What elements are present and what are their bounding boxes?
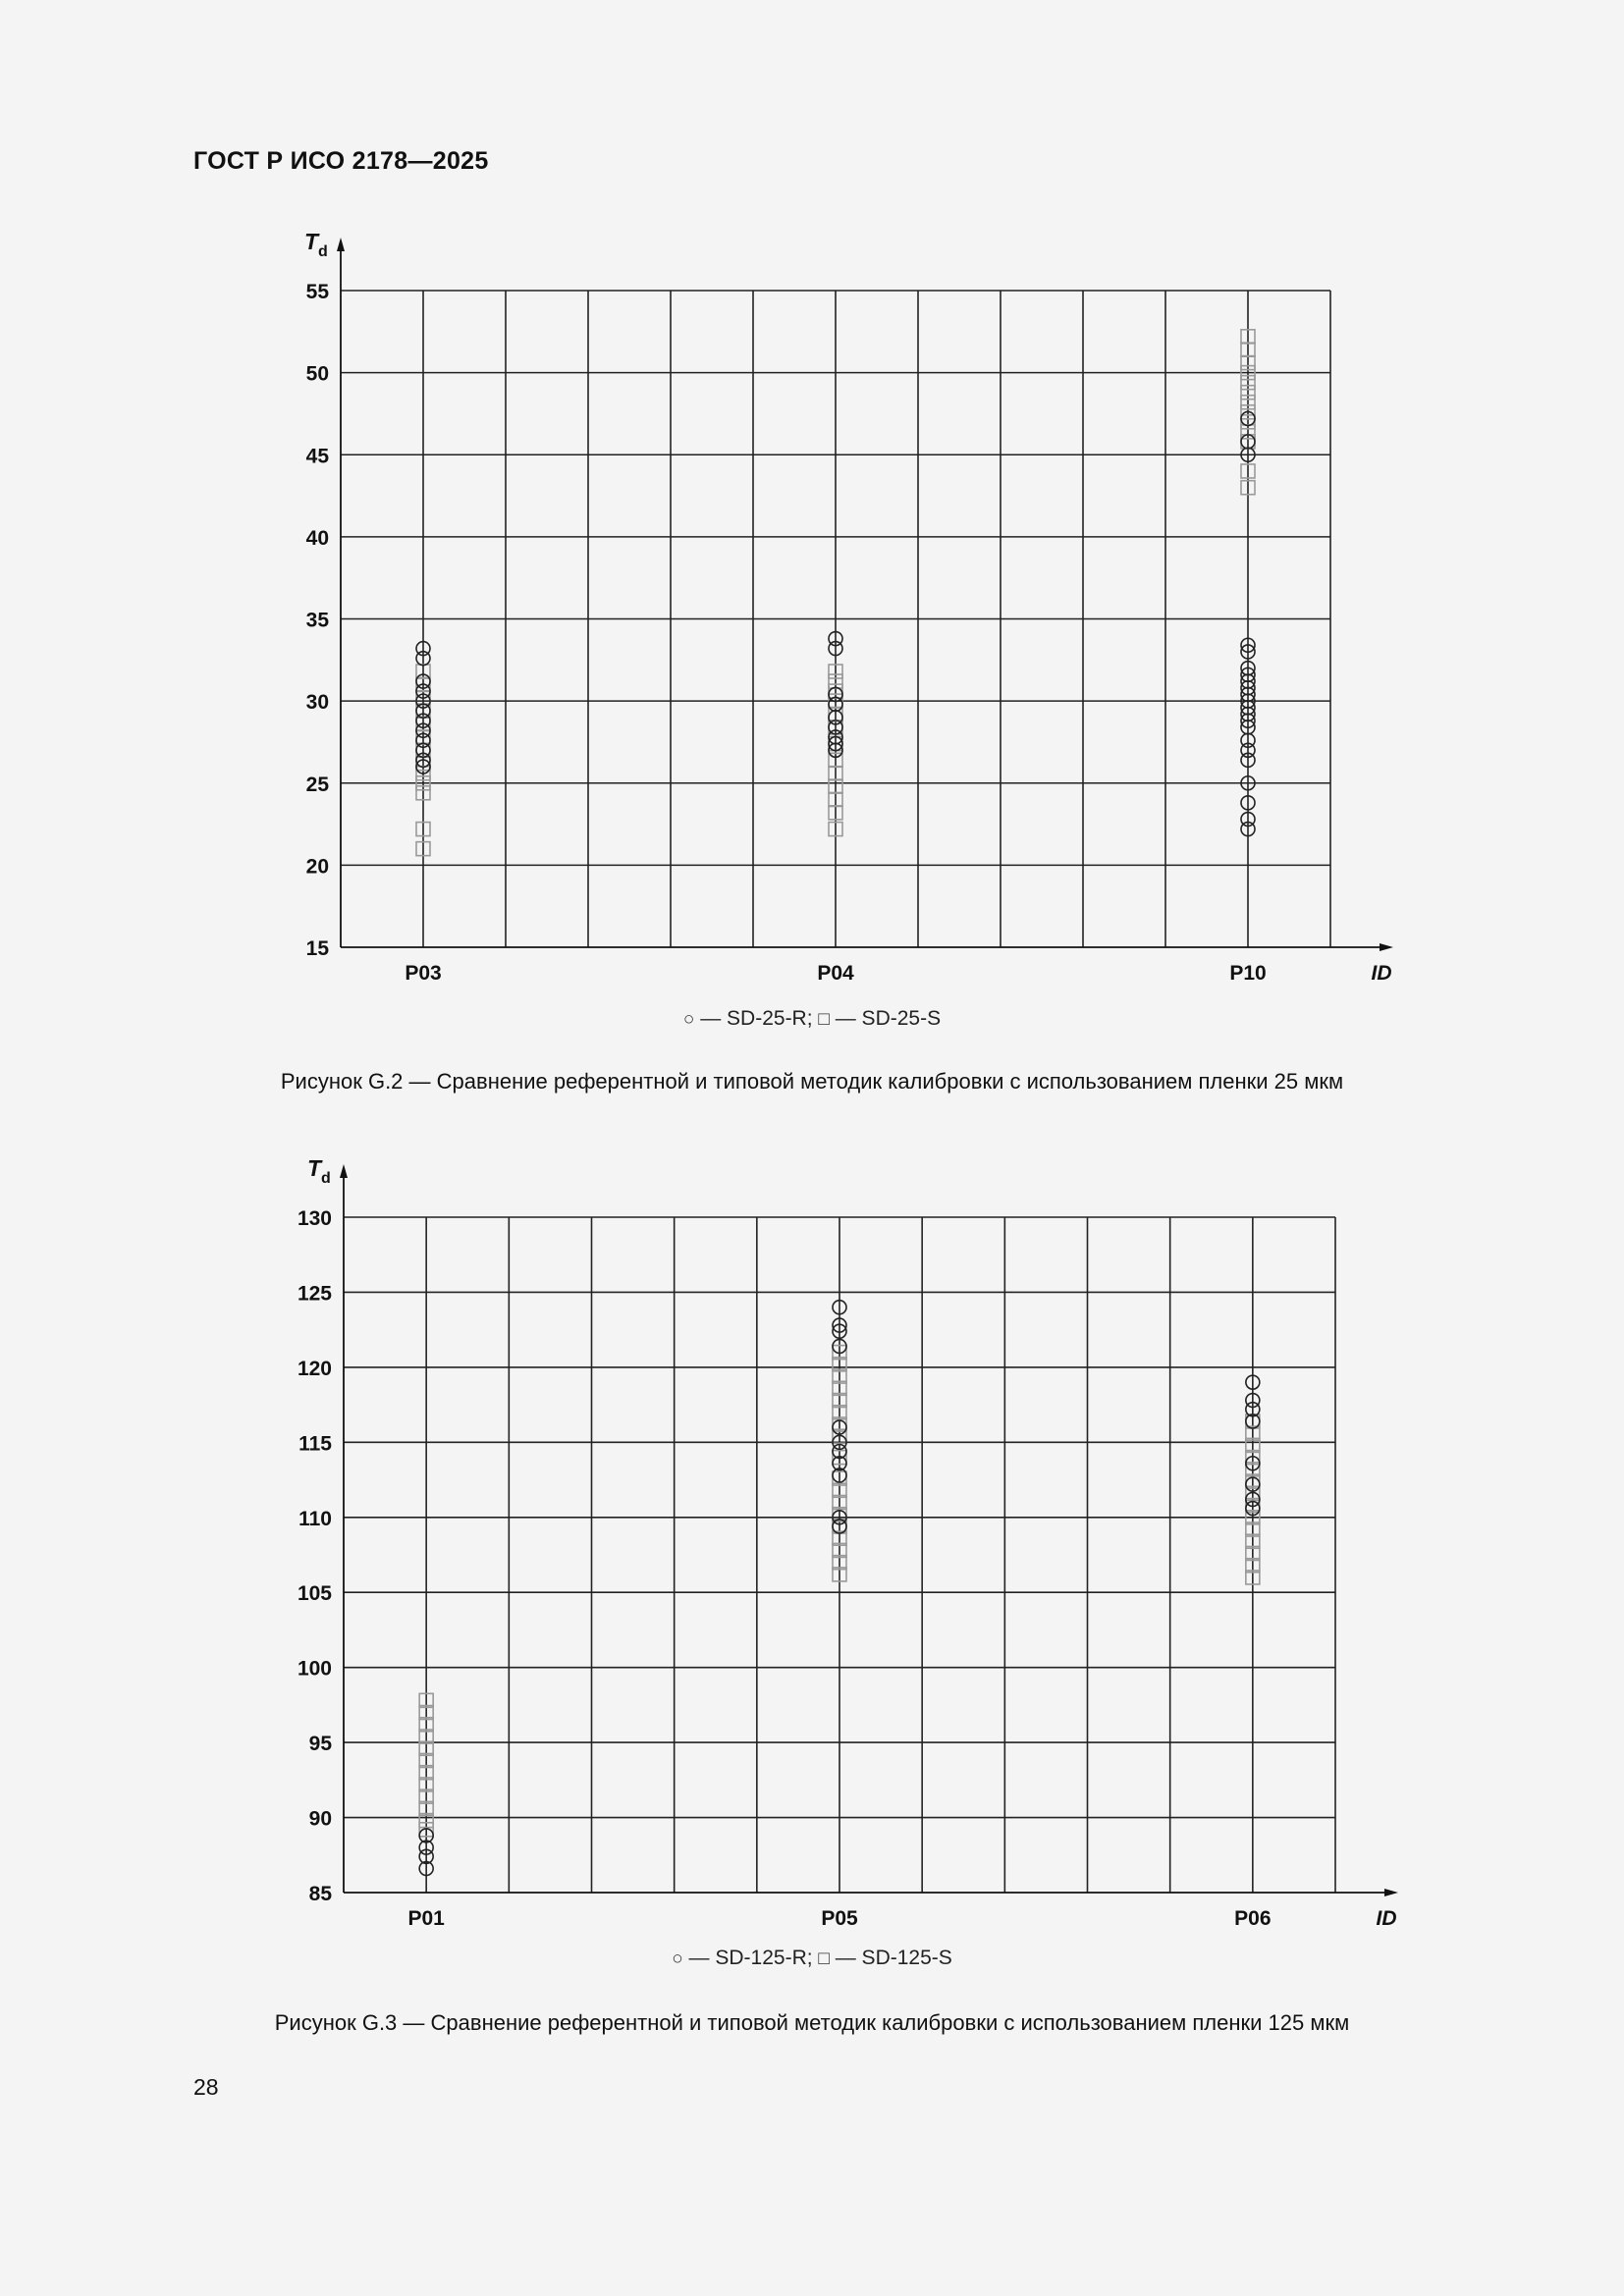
x-axis-label: ID: [1376, 1907, 1397, 1930]
y-tick-label: 100: [297, 1657, 332, 1681]
y-tick-label: 45: [305, 445, 329, 468]
y-tick-label: 25: [305, 773, 329, 796]
y-tick-label: 20: [305, 855, 329, 879]
y-tick-label: 130: [297, 1207, 332, 1230]
y-axis-arrow-icon: [340, 1164, 348, 1178]
legend-circle-icon: ○: [672, 1949, 683, 1969]
x-tick-label: P06: [1234, 1907, 1272, 1930]
y-tick-label: 115: [298, 1432, 332, 1456]
y-tick-label: 55: [305, 281, 329, 303]
y-tick-label: 50: [305, 362, 329, 386]
y-tick-label: 40: [305, 526, 329, 550]
x-tick-label: P05: [821, 1907, 858, 1930]
y-tick-label: 35: [305, 609, 329, 632]
y-tick-label: 30: [305, 691, 329, 715]
x-axis-label: ID: [1371, 962, 1392, 985]
figure-caption-g2: Рисунок G.2 — Сравнение референтной и типовой методик калибровки с использованием пленки 25 мкм: [280, 1069, 1344, 1094]
legend-s-text: — SD-25-S: [829, 1007, 942, 1030]
legend-s-text: — SD-125-S: [829, 1947, 952, 1969]
figure-caption-g3: Рисунок G.3 — Сравнение референтной и типовой методик калибровки с использованием пленки 125 мкм: [274, 2010, 1350, 2035]
page-number: 28: [193, 2074, 219, 2100]
y-tick-label: 95: [308, 1733, 332, 1756]
page-header: ГОСТ Р ИСО 2178—2025: [193, 147, 489, 175]
y-tick-label: 85: [308, 1883, 332, 1905]
y-tick-label: 105: [297, 1582, 332, 1606]
legend-r-text: — SD-25-R;: [694, 1007, 819, 1030]
x-tick-label: P03: [405, 962, 442, 985]
x-axis-arrow-icon: [1384, 1889, 1398, 1896]
legend-r-text: — SD-125-R;: [682, 1947, 819, 1969]
legend-square-icon: □: [818, 1949, 830, 1969]
x-tick-label: P10: [1229, 962, 1267, 985]
y-tick-label: 110: [298, 1507, 332, 1530]
y-axis-label-subscript: d: [318, 243, 328, 260]
y-axis-label: T: [304, 229, 319, 254]
legend-circle-icon: ○: [682, 1009, 695, 1030]
y-tick-label: 15: [305, 937, 329, 960]
x-tick-label: P01: [407, 1907, 445, 1930]
y-tick-label: 90: [308, 1807, 332, 1831]
legend-g3: [0, 1947, 1624, 1970]
legend-square-icon: □: [818, 1009, 830, 1030]
x-tick-label: P04: [817, 962, 854, 985]
y-axis-label: T: [307, 1155, 322, 1181]
y-axis-label-subscript: d: [321, 1170, 331, 1187]
y-tick-label: 120: [297, 1357, 332, 1380]
y-tick-label: 125: [297, 1282, 332, 1306]
